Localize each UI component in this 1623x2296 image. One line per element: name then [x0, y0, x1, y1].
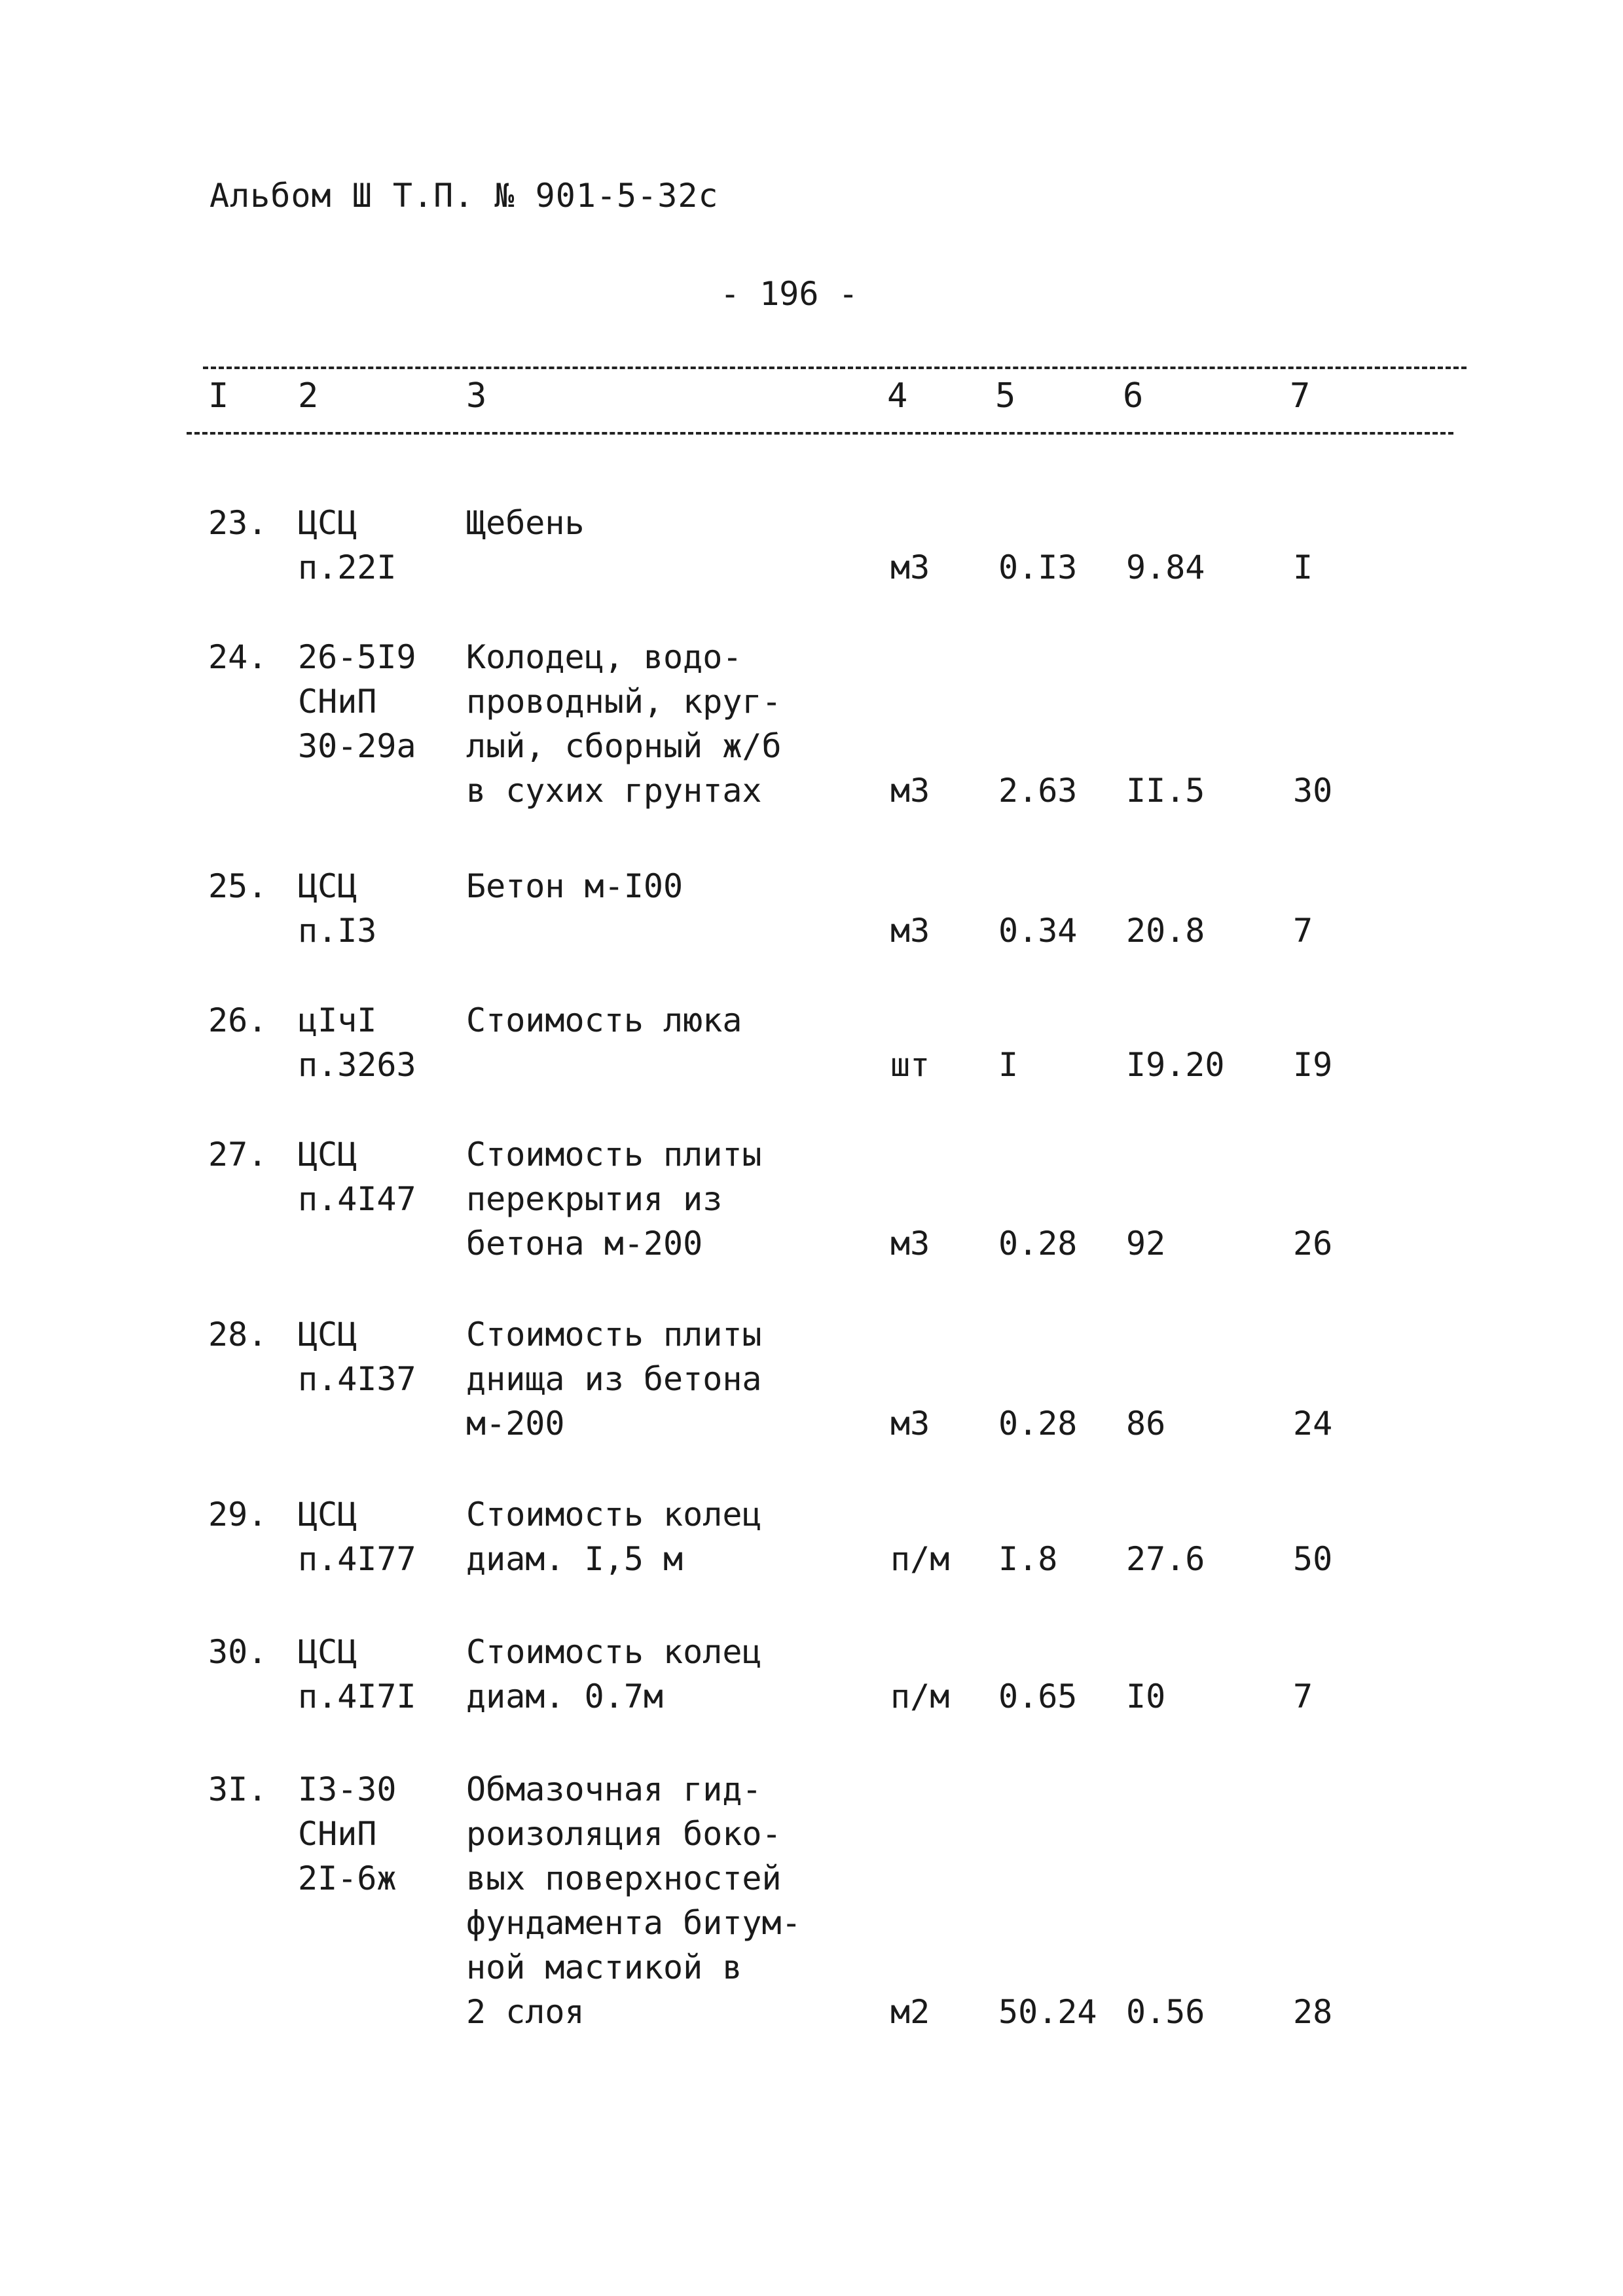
total-cell: 7	[1293, 912, 1313, 950]
row-number: 24.	[208, 638, 268, 676]
norm-code-line: п.3263	[298, 1046, 416, 1084]
norm-code-line: цIчI	[298, 1001, 377, 1039]
quantity-cell: I	[998, 1046, 1019, 1084]
unit-price-cell: 0.56	[1126, 1993, 1205, 2031]
unit-price-cell: II.5	[1126, 772, 1205, 810]
unit-cell: п/м	[890, 1540, 950, 1578]
total-cell: 28	[1293, 1993, 1333, 2031]
total-cell: 26	[1293, 1225, 1333, 1263]
norm-code-line: I3-30	[298, 1770, 397, 1808]
norm-code-line: п.22I	[298, 548, 397, 586]
norm-code-line: п.4I77	[298, 1540, 416, 1578]
column-header-1: I	[208, 376, 229, 416]
quantity-cell: I.8	[998, 1540, 1058, 1578]
description-line: роизоляция боко-	[466, 1815, 782, 1853]
row-number: 28.	[208, 1316, 268, 1354]
description-line: Стоимость плиты	[466, 1136, 762, 1174]
unit-cell: м3	[890, 772, 930, 810]
norm-code-line: п.4I37	[298, 1360, 416, 1398]
description-line: Стоимость колец	[466, 1633, 762, 1671]
norm-code-line: ЦСЦ	[298, 504, 357, 542]
unit-cell: м3	[890, 548, 930, 586]
norm-code-line: СНиП	[298, 683, 377, 721]
norm-code-line: 2I-6ж	[298, 1859, 397, 1897]
row-number: 26.	[208, 1001, 268, 1039]
unit-price-cell: 86	[1126, 1405, 1166, 1443]
total-cell: 30	[1293, 772, 1333, 810]
description-line: 2 слоя	[466, 1993, 585, 2031]
column-header-3: 3	[466, 376, 487, 416]
unit-price-cell: 20.8	[1126, 912, 1205, 950]
unit-price-cell: 9.84	[1126, 548, 1205, 586]
row-number: 3I.	[208, 1770, 268, 1808]
description-line: диам. I,5 м	[466, 1540, 684, 1578]
description-line: проводный, круг-	[466, 683, 782, 721]
norm-code-line: ЦСЦ	[298, 1496, 357, 1534]
unit-cell: шт	[890, 1046, 930, 1084]
album-title: Альбом Ш Т.П. № 901-5-32с	[210, 177, 719, 215]
description-line: днища из бетона	[466, 1360, 762, 1398]
header-bottom-rule	[187, 432, 1453, 435]
norm-code-line: п.4I7I	[298, 1677, 416, 1715]
total-cell: 50	[1293, 1540, 1333, 1578]
norm-code-line: п.I3	[298, 912, 377, 950]
norm-code-line: ЦСЦ	[298, 867, 357, 905]
unit-cell: п/м	[890, 1677, 950, 1715]
row-number: 25.	[208, 867, 268, 905]
unit-price-cell: I0	[1126, 1677, 1166, 1715]
norm-code-line: ЦСЦ	[298, 1316, 357, 1354]
row-number: 27.	[208, 1136, 268, 1174]
description-line: перекрытия из	[466, 1180, 723, 1218]
norm-code-line: 26-5I9	[298, 638, 416, 676]
norm-code-line: п.4I47	[298, 1180, 416, 1218]
column-header-6: 6	[1123, 376, 1144, 416]
page-number: - 196 -	[720, 275, 858, 313]
description-line: Стоимость люка	[466, 1001, 742, 1039]
quantity-cell: 2.63	[998, 772, 1078, 810]
total-cell: I	[1293, 548, 1313, 586]
unit-price-cell: 27.6	[1126, 1540, 1205, 1578]
norm-code-line: 30-29а	[298, 727, 416, 765]
norm-code-line: СНиП	[298, 1815, 377, 1853]
row-number: 23.	[208, 504, 268, 542]
norm-code-line: ЦСЦ	[298, 1633, 357, 1671]
total-cell: 7	[1293, 1677, 1313, 1715]
row-number: 29.	[208, 1496, 268, 1534]
unit-price-cell: 92	[1126, 1225, 1166, 1263]
description-line: диам. 0.7м	[466, 1677, 664, 1715]
description-line: Стоимость плиты	[466, 1316, 762, 1354]
unit-cell: м3	[890, 912, 930, 950]
description-line: Обмазочная гид-	[466, 1770, 762, 1808]
description-line: Бетон м-I00	[466, 867, 684, 905]
column-header-2: 2	[298, 376, 319, 416]
quantity-cell: 0.65	[998, 1677, 1078, 1715]
description-line: фундамента битум-	[466, 1904, 801, 1942]
description-line: ной мастикой в	[466, 1948, 742, 1986]
quantity-cell: 0.28	[998, 1225, 1078, 1263]
description-line: в сухих грунтах	[466, 772, 762, 810]
description-line: Щебень	[466, 504, 585, 542]
quantity-cell: 0.28	[998, 1405, 1078, 1443]
column-header-7: 7	[1290, 376, 1311, 416]
description-line: вых поверхностей	[466, 1859, 782, 1897]
unit-cell: м2	[890, 1993, 930, 2031]
quantity-cell: 0.I3	[998, 548, 1078, 586]
description-line: бетона м-200	[466, 1225, 703, 1263]
total-cell: 24	[1293, 1405, 1333, 1443]
quantity-cell: 0.34	[998, 912, 1078, 950]
unit-price-cell: I9.20	[1126, 1046, 1225, 1084]
row-number: 30.	[208, 1633, 268, 1671]
unit-cell: м3	[890, 1225, 930, 1263]
description-line: Колодец, водо-	[466, 638, 742, 676]
description-line: лый, сборный ж/б	[466, 727, 782, 765]
description-line: м-200	[466, 1405, 565, 1443]
norm-code-line: ЦСЦ	[298, 1136, 357, 1174]
description-line: Стоимость колец	[466, 1496, 762, 1534]
unit-cell: м3	[890, 1405, 930, 1443]
column-header-4: 4	[887, 376, 908, 416]
total-cell: I9	[1293, 1046, 1333, 1084]
table-top-rule	[203, 367, 1467, 369]
quantity-cell: 50.24	[998, 1993, 1097, 2031]
column-header-5: 5	[995, 376, 1016, 416]
